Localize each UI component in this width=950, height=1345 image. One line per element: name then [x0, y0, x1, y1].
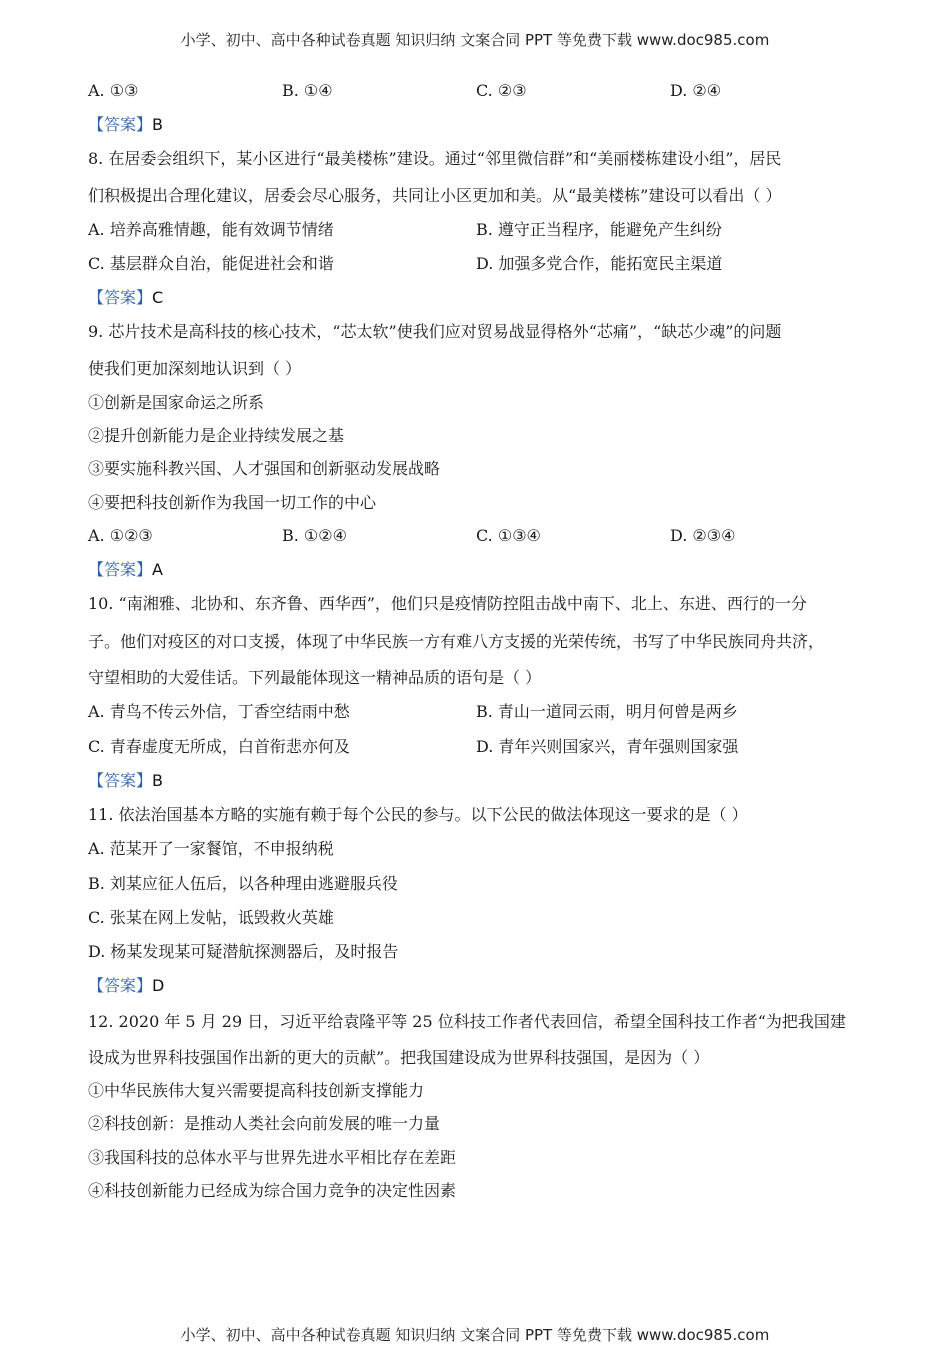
footer-banner: 小学、初中、高中各种试卷真题 知识归纳 文案合同 PPT 等免费下载 www.doc985.com [180, 1326, 770, 1344]
answer-value: A [152, 560, 163, 579]
q9-statement-4: ④要把科技创新作为我国一切工作的中心 [88, 493, 377, 512]
answer-label: 【答案】 [88, 115, 153, 134]
q8-option-d: D. 加强多党合作，能拓宽民主渠道 [476, 254, 723, 273]
q10-stem-line-1: 10. “南湘雅、北协和、东齐鲁、西华西”，他们只是疫情防控阻击战中南下、北上、东进、西行的一分 [88, 594, 807, 613]
answer-label: 【答案】 [88, 976, 153, 995]
q12-statement-1: ①中华民族伟大复兴需要提高科技创新支撑能力 [88, 1081, 425, 1100]
q10-option-b: B. 青山一道同云雨，明月何曾是两乡 [476, 702, 738, 721]
q8-option-b: B. 遵守正当程序，能避免产生纠纷 [476, 220, 722, 239]
q11-answer [88, 976, 164, 996]
q12-statement-3: ③我国科技的总体水平与世界先进水平相比存在差距 [88, 1148, 457, 1167]
answer-label: 【答案】 [88, 288, 153, 307]
q8-option-a: A. 培养高雅情趣，能有效调节情绪 [88, 220, 334, 239]
answer-value: B [152, 771, 163, 790]
q10-option-c: C. 青春虚度无所成，白首衔悲亦何及 [88, 737, 350, 756]
q11-option-d: D. 杨某发现某可疑潜航探测器后，及时报告 [88, 942, 399, 961]
q10-stem-line-2: 子。他们对疫区的对口支援，体现了中华民族一方有难八方支援的光荣传统，书写了中华民族同舟共济， [88, 632, 825, 651]
q12-stem-line-2: 设成为世界科技强国作出新的更大的贡献”。把我国建设成为世界科技强国，是因为（ ） [88, 1048, 710, 1067]
q10-answer [88, 771, 163, 791]
q7-option-c: C. ②③ [476, 81, 527, 100]
q9-stem-line-1: 9. 芯片技术是高科技的核心技术，“芯太软”使我们应对贸易战显得格外“芯痛”，“缺芯少魂”的问题 [88, 322, 782, 341]
q8-stem-line-2: 们积极提出合理化建议，居委会尽心服务，共同让小区更加和美。从“最美楼栋”建设可以看出（ ） [88, 186, 782, 205]
q11-option-c: C. 张某在网上发帖，诋毁救火英雄 [88, 908, 334, 927]
q11-stem-line-1: 11. 依法治国基本方略的实施有赖于每个公民的参与。以下公民的做法体现这一要求的是（ ） [88, 805, 748, 824]
answer-value: B [152, 115, 163, 134]
header-banner: 小学、初中、高中各种试卷真题 知识归纳 文案合同 PPT 等免费下载 www.doc985.com [180, 31, 770, 49]
answer-label: 【答案】 [88, 560, 153, 579]
q12-statement-2: ②科技创新：是推动人类社会向前发展的唯一力量 [88, 1114, 441, 1133]
q10-option-d: D. 青年兴则国家兴，青年强则国家强 [476, 737, 739, 756]
q8-answer [88, 288, 163, 308]
answer-value: C [152, 288, 164, 307]
q9-option-d: D. ②③④ [670, 526, 736, 545]
q9-stem-line-2: 使我们更加深刻地认识到（ ） [88, 359, 302, 378]
q10-option-a: A. 青鸟不传云外信，丁香空结雨中愁 [88, 702, 350, 721]
q8-stem-line-1: 8. 在居委会组织下，某小区进行“最美楼栋”建设。通过“邻里微信群”和“美丽楼栋建设小组”，居民 [88, 149, 782, 168]
q9-statement-1: ①创新是国家命运之所系 [88, 393, 265, 412]
q8-option-c: C. 基层群众自治，能促进社会和谐 [88, 254, 334, 273]
q9-option-c: C. ①③④ [476, 526, 541, 545]
q7-option-b: B. ①④ [282, 81, 333, 100]
answer-label: 【答案】 [88, 771, 153, 790]
q10-stem-line-3: 守望相助的大爱佳话。下列最能体现这一精神品质的语句是（ ） [88, 668, 542, 687]
q7-option-a: A. ①③ [88, 81, 139, 100]
answer-value: D [152, 976, 165, 995]
q9-option-a: A. ①②③ [88, 526, 153, 545]
q9-statement-3: ③要实施科教兴国、人才强国和创新驱动发展战略 [88, 459, 441, 478]
q12-stem-line-1: 12. 2020 年 5 月 29 日，习近平给袁隆平等 25 位科技工作者代表回信，希望全国科技工作者“为把我国建 [88, 1012, 846, 1031]
q11-option-a: A. 范某开了一家餐馆，不申报纳税 [88, 839, 334, 858]
q7-option-d: D. ②④ [670, 81, 722, 100]
q7-answer [88, 115, 163, 135]
q9-option-b: B. ①②④ [282, 526, 347, 545]
q9-answer [88, 560, 163, 580]
q12-statement-4: ④科技创新能力已经成为综合国力竞争的决定性因素 [88, 1181, 457, 1200]
q11-option-b: B. 刘某应征人伍后，以各种理由逃避服兵役 [88, 874, 398, 893]
q9-statement-2: ②提升创新能力是企业持续发展之基 [88, 426, 345, 445]
